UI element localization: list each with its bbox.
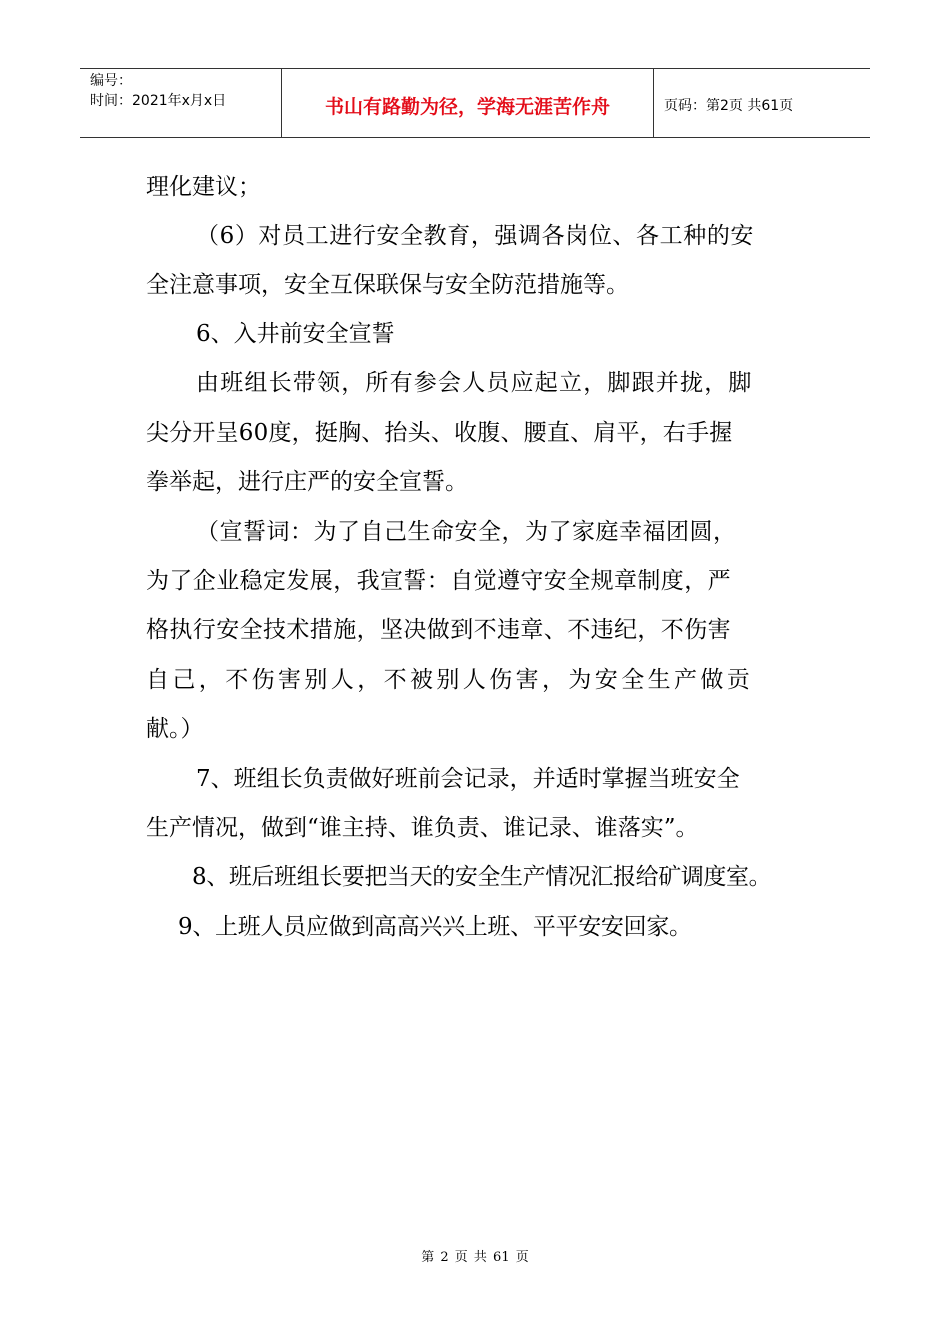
text-line: （宣誓词：为了自己生命安全，为了家庭幸福团圆， (196, 519, 737, 545)
header-page-info: 页码：第2页 共61页 (664, 98, 794, 114)
number-label: 编号： (90, 73, 132, 89)
text-line: 献。） (146, 716, 204, 742)
text-line: （6）对员工进行安全教育，强调各岗位、各工种的安 (196, 223, 755, 249)
text-line: 拳举起，进行庄严的安全宣誓。 (146, 469, 468, 495)
text-line: 尖分开呈60度，挺胸、抬头、收腹、腰直、肩平，右手握 (146, 420, 733, 446)
text-line: 理化建议； (146, 174, 261, 200)
section-heading: 9、上班人员应做到高高兴兴上班、平平安安回家。 (178, 914, 692, 940)
text-line: 为了企业稳定发展，我宣誓：自觉遵守安全规章制度，严 (146, 568, 731, 594)
text-line: 生产情况，做到“谁主持、谁负责、谁记录、谁落实”。 (146, 815, 699, 841)
header-motto: 书山有路勤为径，学海无涯苦作舟 (282, 69, 654, 137)
section-heading: 6、入井前安全宣誓 (196, 321, 395, 347)
text-line: 自己，不伤害别人，不被别人伤害，为安全生产做贡 (146, 667, 754, 693)
page-footer: 第 2 页 共 61 页 (421, 1250, 529, 1265)
date-label: 时间：2021年x月x日 (90, 93, 227, 109)
text-line: 由班组长带领，所有参会人员应起立，脚跟并拢，脚 (196, 370, 753, 396)
page-header (80, 68, 870, 138)
section-heading: 7、班组长负责做好班前会记录，并适时掌握当班安全 (196, 766, 740, 792)
text-line: 格执行安全技术措施，坚决做到不违章、不违纪，不伤害 (146, 617, 731, 643)
text-line: 全注意事项，安全互保联保与安全防范措施等。 (146, 272, 629, 298)
section-heading: 8、班后班组长要把当天的安全生产情况汇报给矿调度室。 (192, 864, 772, 890)
header-meta (80, 69, 282, 137)
